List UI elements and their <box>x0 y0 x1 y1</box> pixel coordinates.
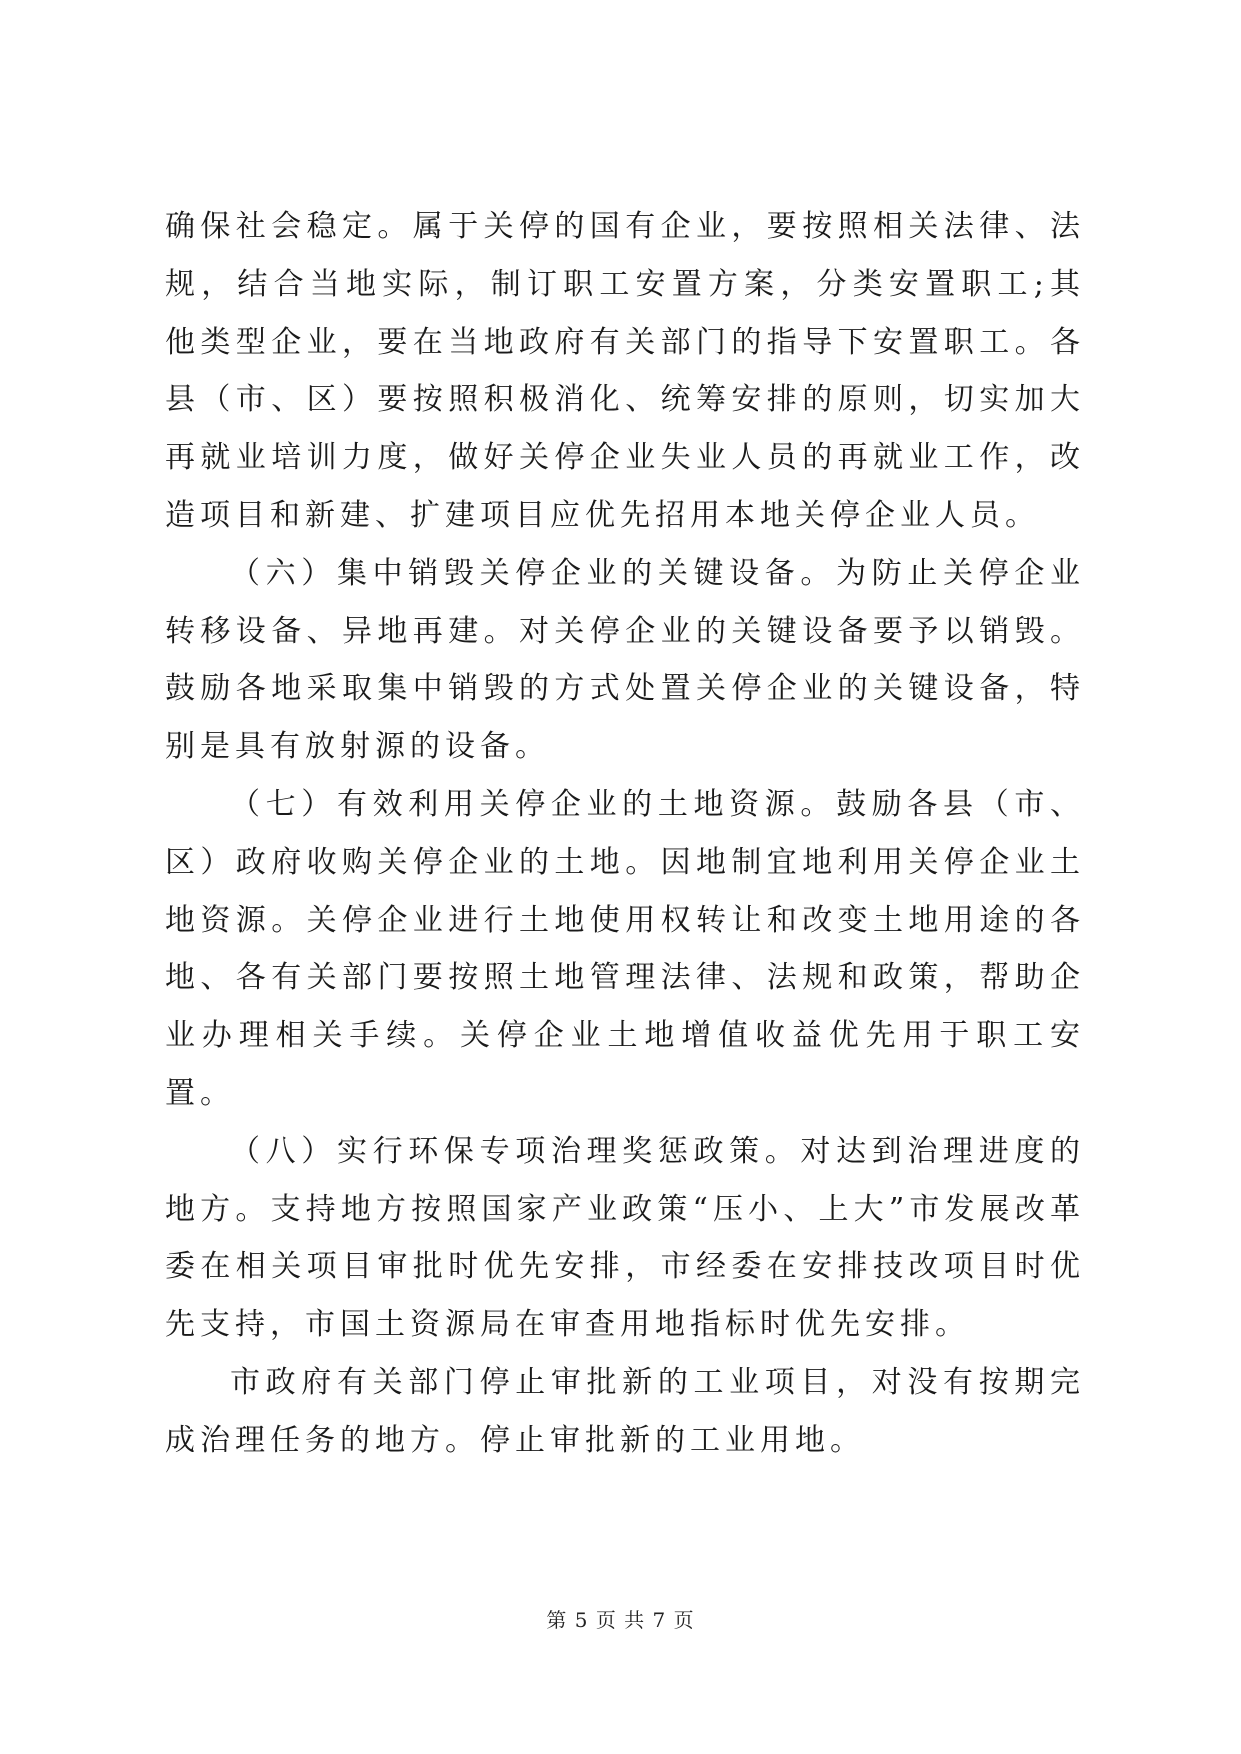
paragraph-item-7: （七）有效利用关停企业的土地资源。鼓励各县（市、区）政府收购关停企业的土地。因地制宜地利用关停企业土地资源。关停企业进行土地使用权转让和改变土地用途的各地、各有关部门要按照土地管理法律、法规和政策，帮助企业办理相关手续。关停企业土地增值收益优先用于职工安置。 <box>165 786 1085 1111</box>
paragraph-closing: 市政府有关部门停止审批新的工业项目，对没有按期完成治理任务的地方。停止审批新的工业用地。 <box>165 1364 1085 1458</box>
page-footer: 第 5 页 共 7 页 <box>546 1608 695 1632</box>
document-body <box>165 198 1085 1470</box>
paragraph-continuation: 确保社会稳定。属于关停的国有企业，要按照相关法律、法规，结合当地实际，制订职工安置方案，分类安置职工;其他类型企业，要在当地政府有关部门的指导下安置职工。各县（市、区）要按照积极消化、统筹安排的原则，切实加大再就业培训力度，做好关停企业失业人员的再就业工作，改造项目和新建、扩建项目应优先招用本地关停企业人员。 <box>165 209 1085 533</box>
paragraph-item-8: （八）实行环保专项治理奖惩政策。对达到治理进度的地方。支持地方按照国家产业政策“压小、上大”市发展改革委在相关项目审批时优先安排，市经委在安排技改项目时优先支持，市国土资源局在审查用地指标时优先安排。 <box>165 1133 1085 1343</box>
paragraph-item-6: （六）集中销毁关停企业的关键设备。为防止关停企业转移设备、异地再建。对关停企业的关键设备要予以销毁。鼓励各地采取集中销毁的方式处置关停企业的关键设备，特别是具有放射源的设备。 <box>165 555 1085 765</box>
